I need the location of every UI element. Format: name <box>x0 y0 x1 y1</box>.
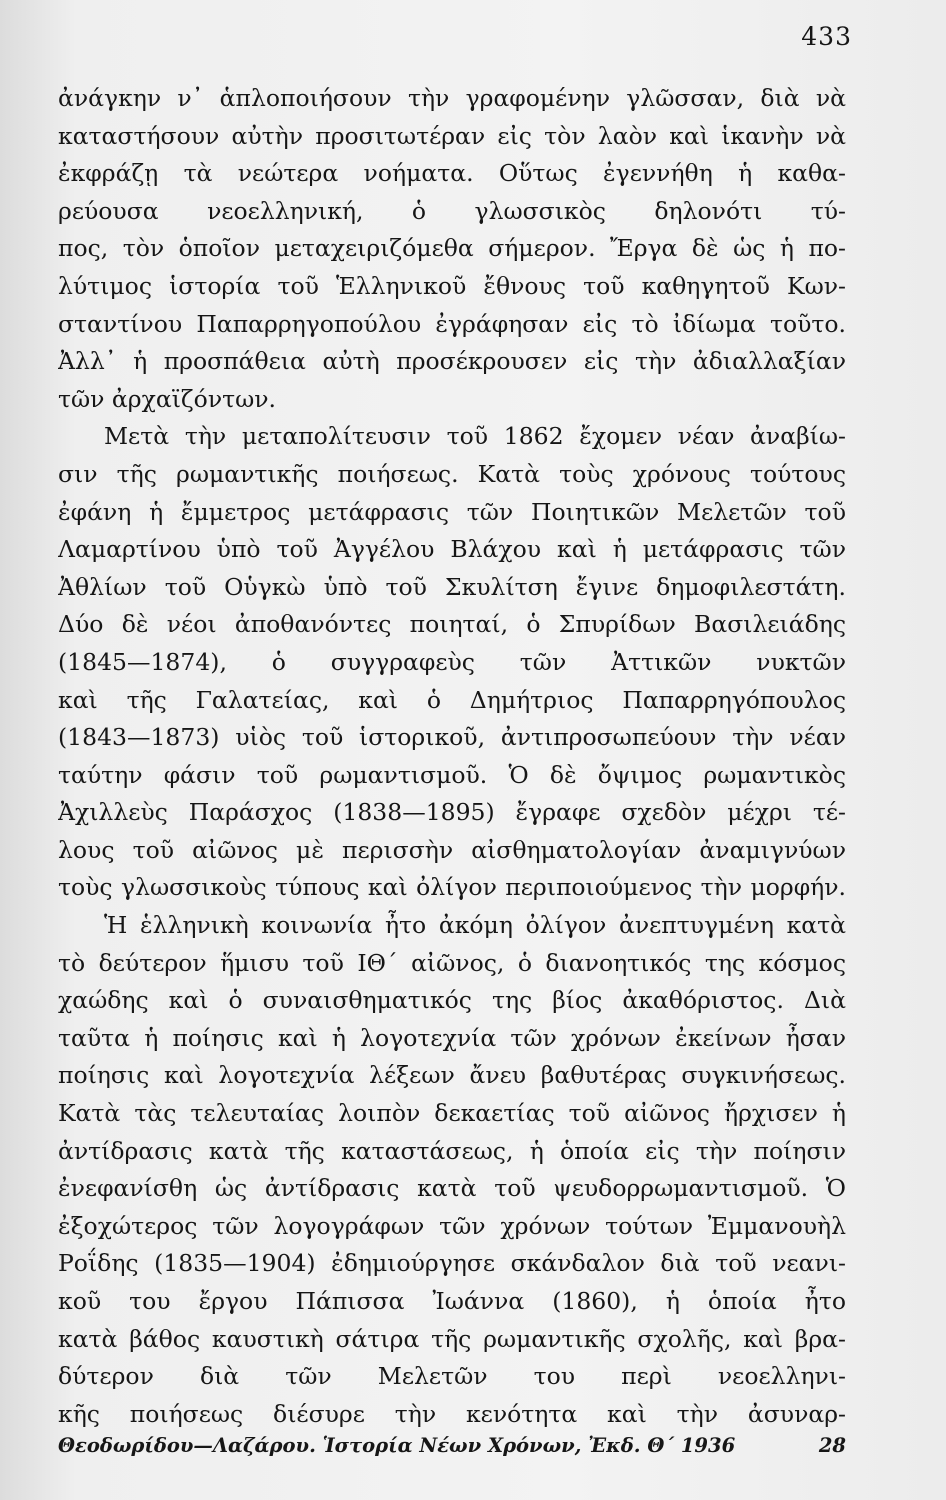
text-line: Ἀθλίων τοῦ Οὑγκὼ ὑπὸ τοῦ Σκυλίτση ἔγινε δημοφιλεστάτη. <box>58 572 846 601</box>
text-line: Ἀλλ᾽ ἡ προσπάθεια αὐτὴ προσέκρουσεν εἰς τὴν ἀδιαλλαξίαν <box>58 347 846 376</box>
text-line: πος, τὸν ὁποῖον μεταχειριζόμεθα σήμερον. Ἔργα δὲ ὡς ἡ πο- <box>58 234 846 263</box>
text-line: ταῦτα ἡ ποίησις καὶ ἡ λογοτεχνία τῶν χρόνων ἐκείνων ἦσαν <box>58 1023 846 1052</box>
text-line: σταντίνου Παπαρρηγοπούλου ἐγράφησαν εἰς τὸ ἰδίωμα τοῦτο. <box>58 309 846 338</box>
text-line: λους τοῦ αἰῶνος μὲ περισσὴν αἰσθηματολογίαν ἀναμιγνύων <box>58 835 846 864</box>
signature-mark: 28 <box>818 1434 846 1457</box>
text-line: ποίησις καὶ λογοτεχνία λέξεων ἄνευ βαθυτέρας συγκινήσεως. <box>58 1061 846 1090</box>
text-line: ἐφάνη ἡ ἔμμετρος μετάφρασις τῶν Ποιητικῶν Μελετῶν τοῦ <box>58 497 846 526</box>
text-line: σιν τῆς ρωμαντικῆς ποιήσεως. Κατὰ τοὺς χρόνους τούτους <box>58 459 846 488</box>
text-line: χαώδης καὶ ὁ συναισθηματικός της βίος ἀκαθόριστος. Διὰ <box>58 986 846 1015</box>
text-line: λύτιμος ἱστορία τοῦ Ἑλληνικοῦ ἔθνους τοῦ καθηγητοῦ Κων- <box>58 271 846 300</box>
text-line: ἐκφράζῃ τὰ νεώτερα νοήματα. Οὕτως ἐγεννήθη ἡ καθα- <box>58 159 846 188</box>
text-line: ἐνεφανίσθη ὡς ἀντίδρασις κατὰ τοῦ ψευδορρωμαντισμοῦ. Ὁ <box>58 1174 846 1203</box>
text-line: κῆς ποιήσεως διέσυρε τὴν κενότητα καὶ τὴν ἀσυναρ- <box>58 1399 846 1428</box>
text-line: καὶ τῆς Γαλατείας, καὶ ὁ Δημήτριος Παπαρρηγόπουλος <box>58 685 846 714</box>
text-line: Ροΐδης (1835—1904) ἐδημιούργησε σκάνδαλον διὰ τοῦ νεανι- <box>58 1249 846 1278</box>
text-line: τοὺς γλωσσικοὺς τύπους καὶ ὀλίγον περιποιούμενος τὴν μορφήν. <box>58 873 846 902</box>
text-line: ἀνάγκην ν᾽ ἁπλοποιήσουν τὴν γραφομένην γλῶσσαν, διὰ νὰ <box>58 84 846 112</box>
text-line: ρεύουσα νεοελληνική, ὁ γλωσσικὸς δηλονότι τύ- <box>58 196 846 225</box>
text-line: ἐξοχώτερος τῶν λογογράφων τῶν χρόνων τούτων Ἐμμανουὴλ <box>58 1211 846 1240</box>
body-text <box>58 80 846 1433</box>
text-line: τῶν ἀρχαϊζόντων. <box>58 384 277 413</box>
text-line: Ἀχιλλεὺς Παράσχος (1838—1895) ἔγραφε σχεδὸν μέχρι τέ- <box>58 798 846 827</box>
text-line: κατὰ βάθος καυστικὴ σάτιρα τῆς ρωμαντικῆς σχολῆς, καὶ βρα- <box>58 1324 846 1353</box>
text-line: ταύτην φάσιν τοῦ ρωμαντισμοῦ. Ὁ δὲ ὄψιμος ρωμαντικὸς <box>58 760 846 789</box>
text-line: τὸ δεύτερον ἥμισυ τοῦ ΙΘ´ αἰῶνος, ὁ διανοητικός της κόσμος <box>58 948 846 977</box>
text-line: Κατὰ τὰς τελευταίας λοιπὸν δεκαετίας τοῦ αἰῶνος ἤρχισεν ἡ <box>58 1099 846 1128</box>
page-number: 433 <box>801 22 852 51</box>
text-line: κοῦ του ἔργου Πάπισσα Ἰωάννα (1860), ἡ ὁποία ἦτο <box>58 1287 846 1315</box>
text-line: Ἡ ἑλληνικὴ κοινωνία ἦτο ἀκόμη ὀλίγον ἀνεπτυγμένη κατὰ <box>104 911 846 940</box>
text-line: (1843—1873) υἱὸς τοῦ ἱστορικοῦ, ἀντιπροσωπεύουν τὴν νέαν <box>58 723 846 752</box>
text-line: Λαμαρτίνου ὑπὸ τοῦ Ἀγγέλου Βλάχου καὶ ἡ μετάφρασις τῶν <box>58 535 846 564</box>
text-line: Μετὰ τὴν μεταπολίτευσιν τοῦ 1862 ἔχομεν νέαν ἀναβίω- <box>104 422 846 451</box>
footer-citation: Θεοδωρίδου—Λαζάρου. Ἱστορία Νέων Χρόνων, Ἐκδ. Θ´ 1936 <box>58 1434 736 1457</box>
text-line: (1845—1874), ὁ συγγραφεὺς τῶν Ἀττικῶν νυκτῶν <box>58 647 846 676</box>
page-footer <box>58 1434 846 1457</box>
text-line: καταστήσουν αὐτὴν προσιτωτέραν εἰς τὸν λαὸν καὶ ἱκανὴν νὰ <box>58 121 846 150</box>
text-line: Δύο δὲ νέοι ἀποθανόντες ποιηταί, ὁ Σπυρίδων Βασιλειάδης <box>58 610 846 639</box>
text-line: ἀντίδρασις κατὰ τῆς καταστάσεως, ἡ ὁποία εἰς τὴν ποίησιν <box>58 1136 846 1165</box>
text-line: δύτερον διὰ τῶν Μελετῶν του περὶ νεοελληνι- <box>58 1362 846 1391</box>
